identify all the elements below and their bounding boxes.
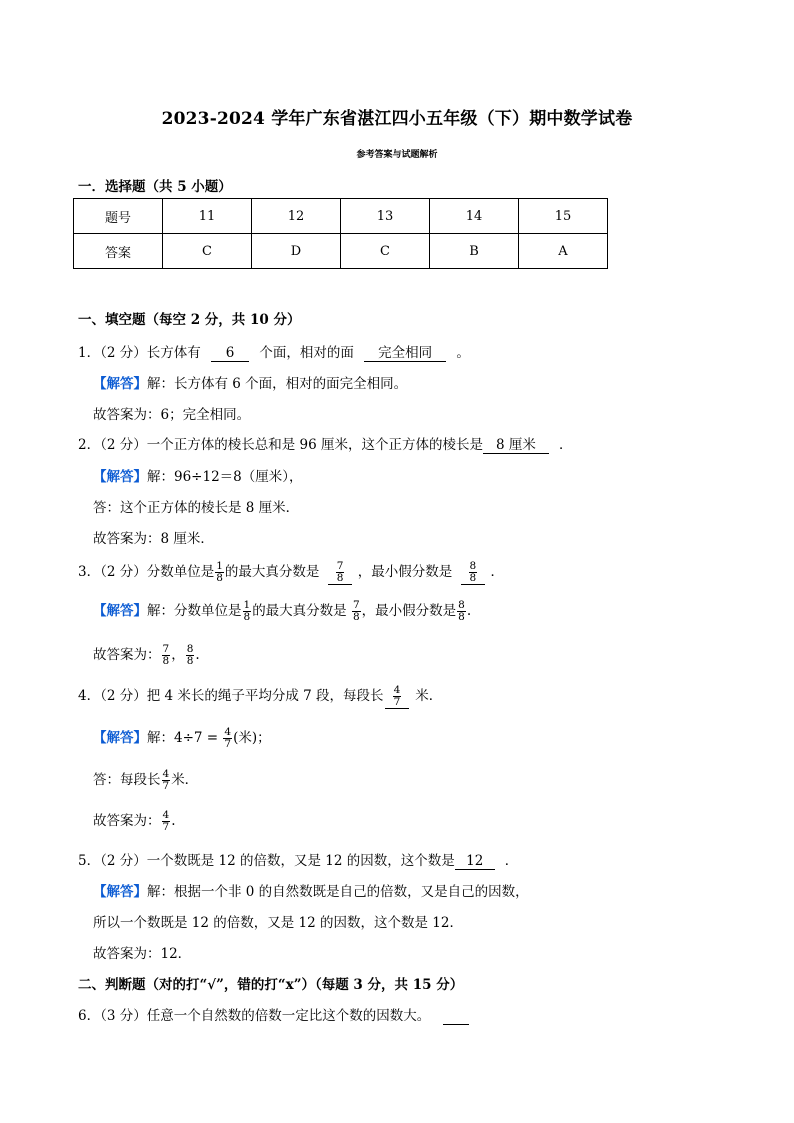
table-cell: 题号 bbox=[74, 199, 163, 234]
solution-text: 解：长方体有 6 个面，相对的面完全相同。 bbox=[147, 376, 408, 392]
section-heading-judge: 二、判断题（对的打“√”，错的打“x”）（每题 3 分，共 15 分） bbox=[78, 977, 464, 993]
fraction-denominator: 8 bbox=[243, 611, 251, 623]
answer-blank: 6 bbox=[211, 346, 249, 362]
question-text: 个面，相对的面 bbox=[259, 345, 354, 361]
solution-text: (米)； bbox=[233, 730, 271, 746]
fraction-denominator: 7 bbox=[393, 695, 401, 708]
answer-table bbox=[73, 198, 608, 269]
final-text: 故答案为： bbox=[93, 647, 161, 663]
table-row bbox=[74, 199, 608, 234]
solution-5-line2: 所以一个数既是 12 的倍数，又是 12 的因数，这个数是 12． bbox=[93, 915, 463, 931]
fraction-numerator: 4 bbox=[162, 768, 170, 780]
solution-5 bbox=[93, 880, 529, 900]
fraction bbox=[186, 644, 195, 667]
table-cell: D bbox=[252, 234, 341, 269]
answer-blank: 完全相同 bbox=[364, 346, 446, 362]
fraction-numerator: 1 bbox=[216, 560, 223, 572]
fraction bbox=[162, 810, 171, 833]
fraction-denominator: 8 bbox=[216, 572, 223, 584]
question-4 bbox=[78, 681, 442, 711]
fraction-numerator: 4 bbox=[224, 726, 232, 738]
fraction-numerator: 8 bbox=[186, 643, 194, 655]
final-answer-4 bbox=[93, 806, 175, 836]
fraction-denominator: 7 bbox=[162, 780, 170, 792]
answer-blank-fraction bbox=[385, 685, 410, 709]
solution-text: 的最大真分数是 bbox=[252, 603, 347, 619]
fraction-numerator: 8 bbox=[458, 599, 465, 611]
question-text: 5．（2 分）一个数既是 12 的倍数，又是 12 的因数，这个数是 bbox=[78, 853, 455, 869]
question-text: ． bbox=[558, 437, 573, 453]
fraction bbox=[215, 561, 224, 584]
table-cell: 13 bbox=[341, 199, 430, 234]
table-cell: 14 bbox=[430, 199, 519, 234]
fraction-numerator: 4 bbox=[162, 809, 170, 821]
table-row bbox=[74, 234, 608, 269]
fraction-denominator: 7 bbox=[162, 821, 170, 833]
fraction-numerator: 8 bbox=[469, 559, 477, 572]
section-heading-fill: 一、填空题（每空 2 分，共 10 分） bbox=[78, 312, 301, 328]
table-cell: 答案 bbox=[74, 234, 163, 269]
table-cell: B bbox=[430, 234, 519, 269]
solution-text: . bbox=[466, 603, 472, 619]
fraction-denominator: 8 bbox=[458, 611, 465, 623]
fraction bbox=[162, 644, 171, 667]
question-3 bbox=[78, 557, 504, 587]
fraction-denominator: 8 bbox=[352, 611, 360, 623]
table-cell: 12 bbox=[252, 199, 341, 234]
question-text: ． bbox=[504, 853, 519, 869]
fraction bbox=[162, 769, 171, 792]
question-text: ，最小假分数是 bbox=[357, 564, 453, 580]
fraction-denominator: 8 bbox=[186, 655, 194, 667]
fraction-denominator: 8 bbox=[469, 571, 477, 584]
question-text: 。 bbox=[456, 345, 470, 361]
fraction bbox=[457, 600, 466, 623]
table-cell: C bbox=[341, 234, 430, 269]
fraction bbox=[223, 727, 232, 750]
answer-tag: 【解答】 bbox=[93, 376, 147, 392]
question-1 bbox=[78, 341, 470, 362]
solution-2-line2: 答：这个正方体的棱长是 8 厘米． bbox=[93, 500, 300, 516]
fraction-numerator: 7 bbox=[336, 559, 344, 572]
question-text: 1．（2 分）长方体有 bbox=[78, 345, 201, 361]
solution-text: 解：根据一个非 0 的自然数既是自己的倍数，又是自己的因数， bbox=[147, 884, 529, 900]
answer-blank: 8 厘米 bbox=[483, 438, 549, 454]
final-text: . bbox=[195, 647, 200, 663]
fraction bbox=[352, 600, 361, 623]
final-answer-1: 故答案为：6；完全相同。 bbox=[93, 407, 251, 423]
answer-blank-fraction bbox=[328, 561, 353, 585]
final-answer-3 bbox=[93, 640, 200, 670]
solution-text: 解：4÷7 = bbox=[147, 730, 219, 746]
solution-text: 米． bbox=[171, 772, 199, 788]
solution-text: 解：96÷12＝8（厘米）， bbox=[147, 469, 303, 485]
fraction-denominator: 8 bbox=[162, 655, 170, 667]
table-cell: 15 bbox=[519, 199, 608, 234]
final-answer-2: 故答案为：8 厘米． bbox=[93, 531, 214, 547]
table-cell: C bbox=[163, 234, 252, 269]
question-2 bbox=[78, 433, 572, 454]
table-cell: A bbox=[519, 234, 608, 269]
final-text: . bbox=[171, 813, 176, 829]
fraction-denominator: 7 bbox=[224, 738, 232, 750]
solution-4 bbox=[93, 723, 271, 753]
solution-2 bbox=[93, 465, 303, 485]
fraction-denominator: 8 bbox=[336, 571, 344, 584]
section-heading-choice: 一．选择题（共 5 小题） bbox=[78, 179, 232, 195]
final-text: ， bbox=[171, 647, 185, 663]
answer-tag: 【解答】 bbox=[93, 469, 147, 485]
solution-text: 答：每段长 bbox=[93, 772, 161, 788]
solution-4-line2 bbox=[93, 765, 198, 795]
question-text: 米． bbox=[415, 688, 443, 704]
fraction-numerator: 4 bbox=[393, 683, 401, 696]
fraction bbox=[243, 600, 252, 623]
question-text: 的最大真分数是 bbox=[224, 564, 320, 580]
solution-text: 解：分数单位是 bbox=[147, 603, 242, 619]
answer-tag: 【解答】 bbox=[93, 884, 147, 900]
answer-blank bbox=[443, 1009, 469, 1025]
fraction-numerator: 7 bbox=[352, 599, 360, 611]
question-5 bbox=[78, 849, 518, 870]
answer-blank: 12 bbox=[455, 854, 495, 870]
final-text: 故答案为： bbox=[93, 813, 161, 829]
question-text: ． bbox=[490, 564, 504, 580]
fraction-numerator: 7 bbox=[162, 643, 170, 655]
question-text: 4．（2 分）把 4 米长的绳子平均分成 7 段，每段长 bbox=[78, 688, 384, 704]
question-6 bbox=[78, 1004, 469, 1025]
answer-blank-fraction bbox=[461, 561, 486, 585]
fraction-numerator: 1 bbox=[243, 599, 251, 611]
final-answer-5: 故答案为：12． bbox=[93, 946, 192, 962]
page-subtitle: 参考答案与试题解析 bbox=[356, 150, 438, 160]
answer-tag: 【解答】 bbox=[93, 730, 147, 746]
page-title: 2023-2024 学年广东省湛江四小五年级（下）期中数学试卷 bbox=[161, 109, 633, 129]
answer-tag: 【解答】 bbox=[93, 603, 147, 619]
solution-1 bbox=[93, 372, 407, 392]
question-text: 6．（3 分）任意一个自然数的倍数一定比这个数的因数大。 bbox=[78, 1008, 431, 1024]
question-text: 3．（2 分）分数单位是 bbox=[78, 564, 215, 580]
question-text: 2．（2 分）一个正方体的棱长总和是 96 厘米，这个正方体的棱长是 bbox=[78, 437, 483, 453]
table-cell: 11 bbox=[163, 199, 252, 234]
solution-3 bbox=[93, 596, 471, 626]
solution-text: ，最小假分数是 bbox=[361, 603, 457, 619]
